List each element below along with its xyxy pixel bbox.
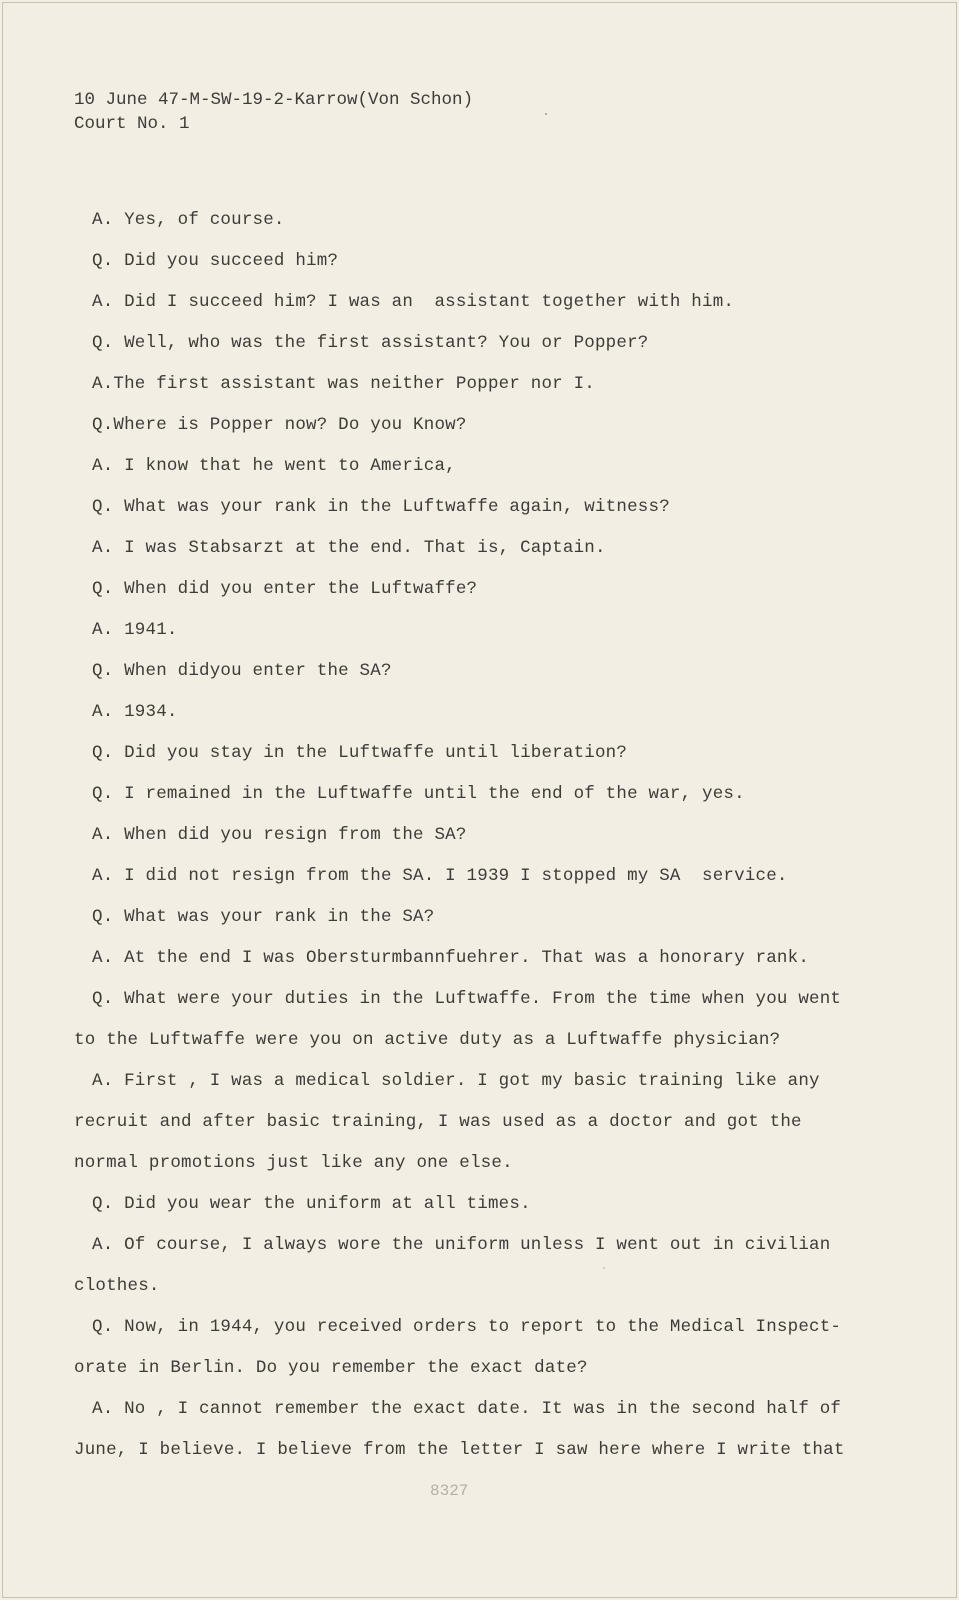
page-number: 8327: [430, 1482, 469, 1500]
transcript-line: to the Luftwaffe were you on active duty as a Luftwaffe physician?: [74, 1030, 781, 1050]
transcript-line: Q. Well, who was the first assistant? You or Popper?: [92, 333, 649, 353]
transcript-line: A. I know that he went to America,: [92, 456, 456, 476]
transcript-line: June, I believe. I believe from the letter I saw here where I write that: [74, 1440, 845, 1460]
transcript-line: clothes.: [74, 1276, 160, 1296]
transcript-line: Q. What was your rank in the Luftwaffe again, witness?: [92, 497, 670, 517]
transcript-line: A. I did not resign from the SA. I 1939 I stopped my SA service.: [92, 866, 788, 886]
document-header: [74, 88, 473, 136]
header-court-line: Court No. 1: [74, 114, 190, 134]
transcript-line: orate in Berlin. Do you remember the exact date?: [74, 1358, 588, 1378]
transcript-line: A. No , I cannot remember the exact date. It was in the second half of: [92, 1399, 842, 1419]
transcript-line: A. Did I succeed him? I was an assistant together with him.: [92, 292, 735, 312]
transcript-line: Q. Did you wear the uniform at all times.: [92, 1194, 531, 1214]
header-session-line: 10 June 47-M-SW-19-2-Karrow(Von Schon): [74, 90, 474, 110]
transcript-line: A. At the end I was Obersturmbannfuehrer. That was a honorary rank.: [92, 948, 810, 968]
transcript-line: normal promotions just like any one else.: [74, 1153, 513, 1173]
transcript-line: A. 1941.: [92, 620, 178, 640]
transcript-line: Q. Did you stay in the Luftwaffe until liberation?: [92, 743, 628, 763]
transcript-line: Q. Now, in 1944, you received orders to report to the Medical Inspect-: [92, 1317, 842, 1337]
transcript-line: Q. When didyou enter the SA?: [92, 661, 392, 681]
transcript-line: Q. When did you enter the Luftwaffe?: [92, 579, 478, 599]
transcript-line: recruit and after basic training, I was used as a doctor and got the: [74, 1112, 802, 1132]
transcript-line: A. I was Stabsarzt at the end. That is, Captain.: [92, 538, 606, 558]
transcript-line: A. Of course, I always wore the uniform unless I went out in civilian: [92, 1235, 831, 1255]
transcript-line: Q.Where is Popper now? Do you Know?: [92, 415, 467, 435]
transcript-line: Q. What was your rank in the SA?: [92, 907, 435, 927]
transcript-line: Q. What were your duties in the Luftwaffe. From the time when you went: [92, 989, 842, 1009]
transcript-line: A. 1934.: [92, 702, 178, 722]
transcript-line: Q. I remained in the Luftwaffe until the end of the war, yes.: [92, 784, 745, 804]
transcript-line: A. When did you resign from the SA?: [92, 825, 467, 845]
transcript-line: Q. Did you succeed him?: [92, 251, 339, 271]
transcript-line: A.The first assistant was neither Popper nor I.: [92, 374, 595, 394]
transcript-line: A. First , I was a medical soldier. I got my basic training like any: [92, 1071, 820, 1091]
transcript-line: A. Yes, of course.: [92, 210, 285, 230]
